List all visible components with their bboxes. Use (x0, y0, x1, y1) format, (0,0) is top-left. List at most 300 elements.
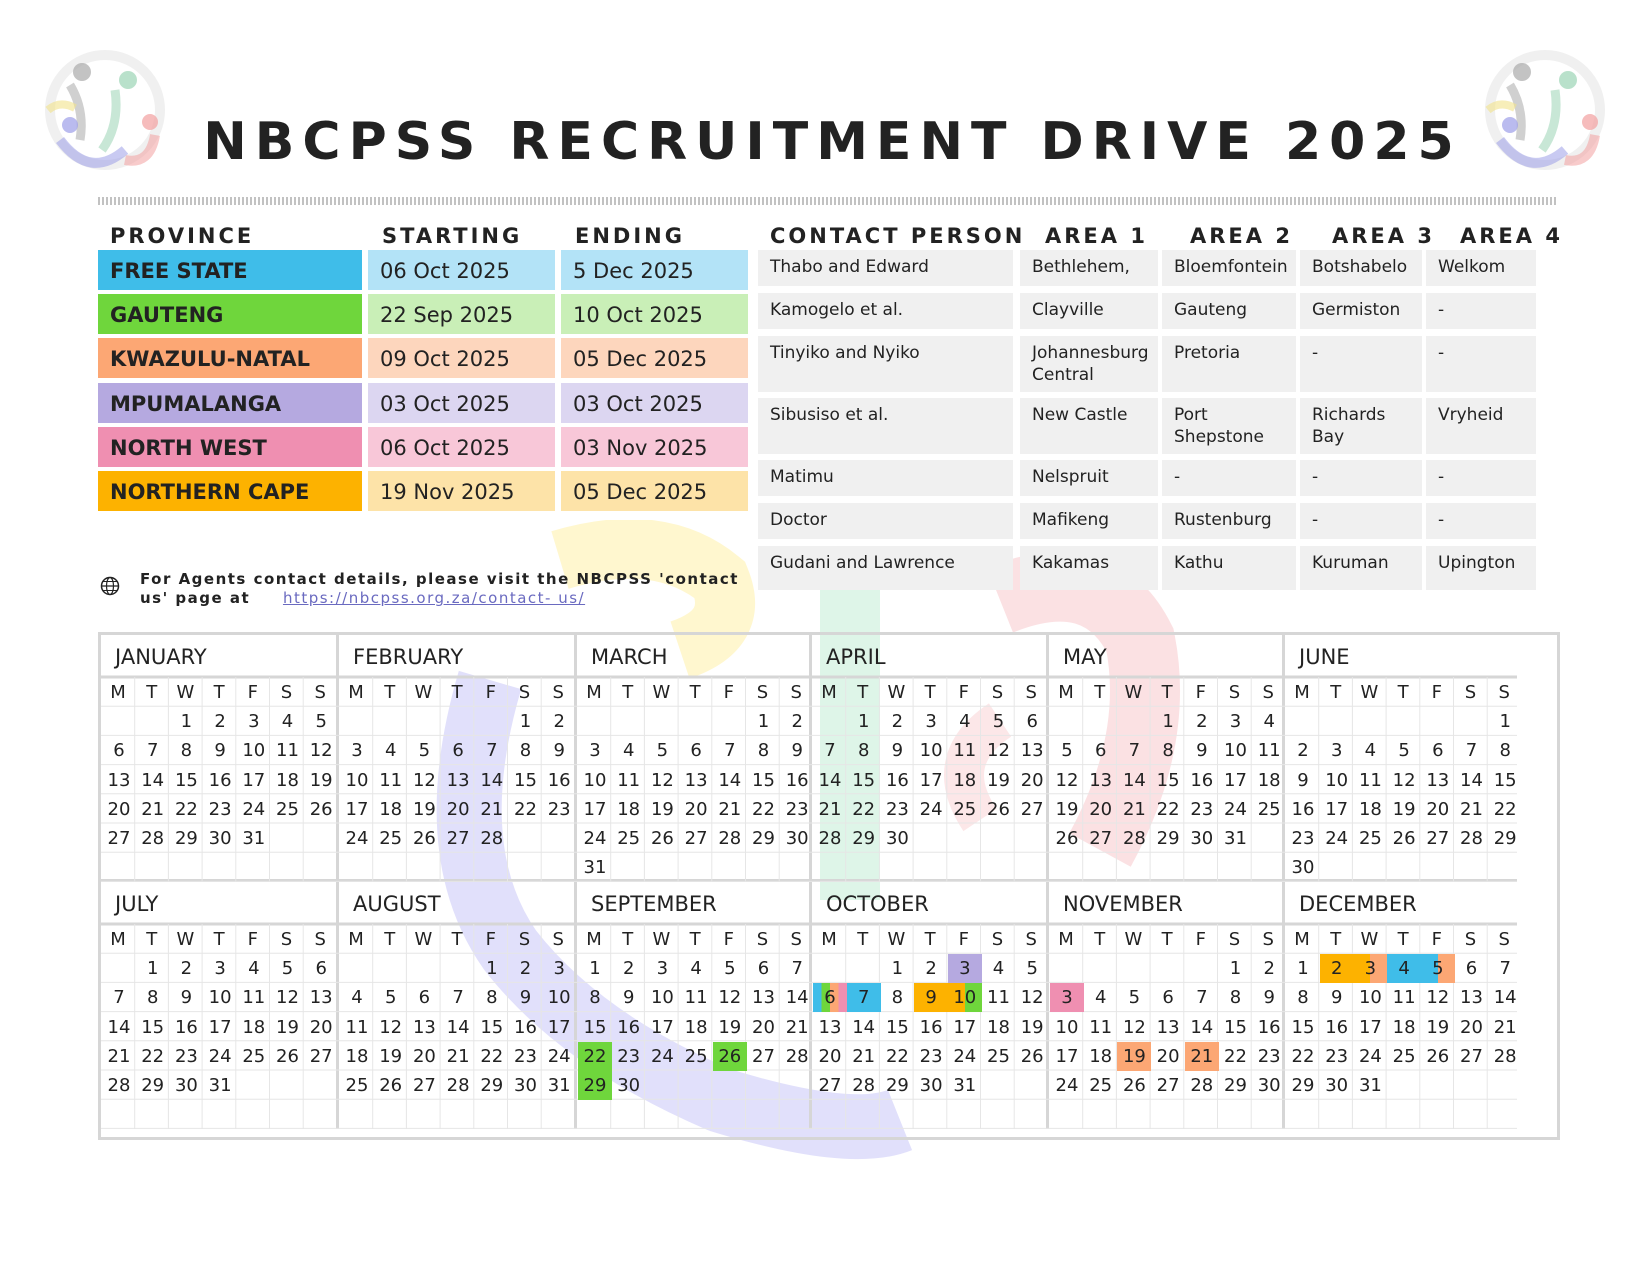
calendar-day: 20 (1426, 798, 1450, 820)
calendar-day: 11 (684, 987, 708, 1009)
province-start-date: 06 Oct 2025 (368, 427, 555, 467)
calendar-day: 17 (650, 1016, 674, 1038)
highlighted-day: 4 (1387, 954, 1421, 983)
calendar-day: 2 (1297, 740, 1309, 762)
calendar-day: 1 (1499, 711, 1511, 733)
weekday-label: S (1464, 929, 1477, 950)
highlighted-day: 22 (578, 1042, 612, 1071)
calendar-day: 7 (1196, 987, 1208, 1009)
calendar-day: 1 (519, 711, 532, 733)
calendar-day: 6 (690, 740, 702, 762)
calendar-day: 13 (1426, 769, 1450, 791)
calendar-day: 24 (583, 828, 607, 849)
calendar-day: 3 (248, 711, 260, 733)
calendar-day: 13 (1156, 1016, 1180, 1038)
calendar-day: 28 (1460, 828, 1483, 849)
weekday-label: S (280, 682, 293, 703)
calendar-day: 21 (818, 798, 842, 820)
month-name: OCTOBER (826, 892, 929, 916)
calendar-day: 14 (818, 769, 842, 791)
calendar-day: 11 (1257, 740, 1281, 762)
calendar-day: 24 (242, 798, 266, 820)
calendar-day: 17 (919, 769, 943, 791)
calendar-day: 22 (1156, 798, 1180, 820)
province-name: MPUMALANGA (98, 383, 362, 423)
calendar-day: 30 (617, 1075, 641, 1096)
calendar-day: 28 (141, 828, 165, 849)
weekday-label: F (723, 929, 734, 950)
province-name: GAUTENG (98, 294, 362, 334)
month-january (101, 635, 339, 882)
calendar-day: 24 (1325, 828, 1349, 849)
calendar-day: 13 (818, 1016, 842, 1038)
province-end-date: 05 Dec 2025 (561, 471, 748, 511)
province-row (98, 250, 748, 290)
calendar-day: 10 (242, 740, 266, 762)
weekday-label: W (176, 682, 195, 703)
month-november (1049, 882, 1285, 1129)
calendar-day: 20 (446, 798, 470, 820)
weekday-label: F (1431, 682, 1442, 703)
calendar-day: 12 (309, 740, 333, 762)
weekday-label: F (958, 929, 969, 950)
weekday-label: S (314, 682, 326, 703)
calendar-day: 25 (684, 1045, 708, 1067)
calendar-day: 29 (752, 828, 775, 849)
calendar-day: 3 (351, 740, 363, 762)
calendar-day: 16 (208, 769, 232, 791)
calendar-day: 12 (1392, 769, 1416, 791)
weekday-label: M (1294, 929, 1310, 950)
weekday-label: T (451, 929, 463, 950)
header-starting: STARTING (382, 224, 523, 248)
contact-area-1: Bethlehem, (1020, 250, 1158, 286)
calendar-day: 27 (1089, 828, 1113, 849)
calendar-day: 15 (1291, 1016, 1315, 1038)
weekday-label: W (887, 682, 906, 703)
calendar-day: 23 (208, 798, 232, 820)
weekday-label: S (1498, 929, 1510, 950)
calendar-day: 5 (315, 711, 327, 733)
calendar-day: 4 (1094, 987, 1107, 1009)
month-name: NOVEMBER (1063, 892, 1183, 916)
province-name: KWAZULU-NATAL (98, 338, 362, 378)
province-end-date: 5 Dec 2025 (561, 250, 748, 290)
calendar-day: 16 (514, 1016, 537, 1038)
calendar-day: 23 (617, 1045, 641, 1067)
globe-icon (100, 576, 120, 596)
weekday-label: S (1262, 682, 1274, 703)
province-row (98, 427, 748, 467)
weekday-label: W (176, 929, 195, 950)
calendar-day: 14 (1460, 769, 1483, 791)
calendar-day: 26 (987, 798, 1010, 820)
calendar-day: 9 (1263, 987, 1275, 1009)
weekday-label: F (247, 682, 258, 703)
calendar-day: 10 (547, 987, 571, 1009)
month-october (812, 882, 1049, 1129)
weekday-label: W (652, 929, 671, 950)
contact-area-1: Nelspruit (1020, 460, 1158, 496)
calendar-day: 28 (852, 1075, 876, 1096)
calendar-day: 28 (107, 1075, 131, 1096)
calendar-day: 7 (791, 958, 803, 980)
calendar-day: 30 (1325, 1075, 1349, 1096)
contact-area-1: Mafikeng (1020, 503, 1158, 539)
calendar-day: 30 (785, 828, 809, 849)
calendar-day: 6 (1026, 711, 1038, 733)
contact-area-3: - (1300, 460, 1422, 496)
calendar-day: 15 (752, 769, 775, 791)
weekday-label: T (1094, 929, 1106, 950)
calendar-day: 5 (281, 958, 294, 980)
calendar-day: 17 (1325, 798, 1349, 820)
calendar-day: 11 (379, 769, 403, 791)
contact-area-3: Richards Bay (1300, 398, 1422, 454)
calendar-day: 23 (1291, 828, 1315, 849)
month-july (101, 882, 339, 1129)
calendar-day: 8 (180, 740, 193, 762)
calendar-day: 18 (276, 769, 299, 791)
province-row (98, 383, 748, 423)
calendar-day: 15 (885, 1016, 909, 1038)
weekday-label: M (586, 929, 602, 950)
province-name: NORTHERN CAPE (98, 471, 362, 511)
calendar-day: 13 (752, 987, 775, 1009)
calendar-day: 30 (1190, 828, 1214, 849)
calendar-day: 17 (208, 1016, 232, 1038)
contact-area-3: Botshabelo (1300, 250, 1422, 286)
calendar-day: 28 (785, 1045, 809, 1067)
calendar-day: 29 (1224, 1075, 1247, 1096)
title-divider (98, 197, 1558, 205)
weekday-label: M (348, 929, 364, 950)
calendar-day: 14 (446, 1016, 470, 1038)
calendar-day: 20 (412, 1045, 436, 1067)
contact-area-4: Vryheid (1426, 398, 1536, 454)
weekday-label: T (1161, 682, 1173, 703)
calendar-day: 27 (1460, 1045, 1483, 1067)
calendar-day: 24 (919, 798, 943, 820)
contact-area-1: Johannesburg Central (1020, 336, 1158, 392)
calendar-day: 9 (214, 740, 226, 762)
weekday-label: W (414, 929, 433, 950)
calendar-day: 27 (1156, 1075, 1180, 1096)
calendar-day: 17 (953, 1016, 977, 1038)
calendar-day: 29 (1156, 828, 1180, 849)
contact-person: Gudani and Lawrence (758, 546, 1013, 590)
weekday-label: S (1025, 929, 1037, 950)
calendar-day: 26 (1055, 828, 1079, 849)
calendar-day: 7 (1128, 740, 1141, 762)
calendar-day: 8 (891, 987, 904, 1009)
calendar-day: 30 (208, 828, 232, 849)
calendar-day: 11 (276, 740, 299, 762)
calendar-day: 1 (180, 711, 193, 733)
calendar-day: 23 (547, 798, 571, 820)
calendar-day: 15 (852, 769, 876, 791)
calendar-day: 29 (1291, 1075, 1315, 1096)
calendar-day: 6 (418, 987, 431, 1009)
highlighted-day: 5 (1421, 954, 1455, 983)
calendar-day: 23 (1325, 1045, 1349, 1067)
calendar-day: 12 (379, 1016, 403, 1038)
province-end-date: 10 Oct 2025 (561, 294, 748, 334)
calendar-day: 5 (656, 740, 669, 762)
calendar-day: 17 (1055, 1045, 1079, 1067)
month-april (812, 635, 1049, 882)
weekday-label: W (414, 682, 433, 703)
calendar-day: 22 (1291, 1045, 1315, 1067)
calendar-day: 28 (446, 1075, 470, 1096)
header-area-1: AREA 1 (1045, 224, 1148, 248)
weekday-label: F (485, 929, 496, 950)
weekday-label: M (1058, 929, 1074, 950)
weekday-label: S (314, 929, 326, 950)
calendar-day: 6 (1432, 740, 1444, 762)
weekday-label: T (146, 929, 158, 950)
calendar-day: 18 (684, 1016, 708, 1038)
calendar-day: 24 (650, 1045, 674, 1067)
calendar-day: 16 (1190, 769, 1214, 791)
calendar-day: 8 (857, 740, 870, 762)
contact-area-4: - (1426, 293, 1536, 329)
calendar-day: 21 (107, 1045, 131, 1067)
calendar-day: 27 (1426, 828, 1450, 849)
contact-area-2: - (1162, 460, 1296, 496)
calendar-day: 28 (718, 828, 742, 849)
highlighted-day: 2 (1320, 954, 1354, 983)
calendar-day: 7 (146, 740, 159, 762)
calendar-day: 18 (987, 1016, 1010, 1038)
weekday-label: T (213, 682, 225, 703)
calendar-day: 9 (519, 987, 532, 1009)
calendar-day: 21 (480, 798, 504, 820)
highlighted-day: 10 (948, 983, 982, 1012)
province-row (98, 294, 748, 334)
weekday-label: S (790, 682, 802, 703)
calendar-day: 6 (1162, 987, 1174, 1009)
province-end-date: 03 Oct 2025 (561, 383, 748, 423)
calendar-day: 31 (953, 1075, 977, 1096)
weekday-label: M (110, 682, 126, 703)
calendar-day: 20 (309, 1016, 333, 1038)
calendar-day: 17 (1224, 769, 1247, 791)
contact-area-2: Bloemfontein (1162, 250, 1296, 286)
weekday-label: S (790, 929, 802, 950)
calendar-day: 26 (1392, 828, 1416, 849)
calendar-day: 2 (1263, 958, 1275, 980)
contact-person: Tinyiko and Nyiko (758, 336, 1013, 392)
calendar-day: 2 (214, 711, 226, 733)
calendar-day: 18 (953, 769, 977, 791)
calendar-day: 12 (1020, 987, 1044, 1009)
contact-person: Matimu (758, 460, 1013, 496)
calendar-day: 27 (107, 828, 131, 849)
calendar-day: 6 (757, 958, 770, 980)
highlighted-day: 29 (578, 1071, 612, 1100)
calendar-day: 15 (583, 1016, 607, 1038)
calendar-day: 14 (480, 769, 504, 791)
calendar-day: 26 (1020, 1045, 1044, 1067)
weekday-label: T (146, 682, 158, 703)
weekday-label: M (110, 929, 126, 950)
calendar-day: 7 (824, 740, 836, 762)
contact-area-3: - (1300, 336, 1422, 392)
weekday-label: T (857, 929, 869, 950)
highlighted-day: 7 (847, 983, 881, 1012)
header-area-4: AREA 4 (1460, 224, 1563, 248)
calendar-day: 30 (514, 1075, 537, 1096)
calendar-day: 8 (146, 987, 159, 1009)
weekday-label: T (451, 682, 463, 703)
calendar-day: 14 (107, 1016, 131, 1038)
calendar-day: 17 (1358, 1016, 1382, 1038)
calendar-day: 24 (953, 1045, 977, 1067)
year-calendar (98, 632, 1560, 1140)
calendar-day: 24 (208, 1045, 232, 1067)
calendar-day: 20 (1089, 798, 1113, 820)
calendar-day: 26 (1122, 1075, 1146, 1096)
contact-person: Doctor (758, 503, 1013, 539)
calendar-day: 1 (891, 958, 904, 980)
calendar-day: 31 (242, 828, 266, 849)
contact-area-3: - (1300, 503, 1422, 539)
calendar-day: 10 (1325, 769, 1349, 791)
contact-page-link[interactable]: https://nbcpss.org.za/contact- us/ (282, 589, 586, 607)
highlighted-day: 21 (1185, 1042, 1219, 1071)
calendar-day: 7 (113, 987, 125, 1009)
calendar-day: 16 (547, 769, 571, 791)
calendar-day: 2 (622, 958, 635, 980)
calendar-day: 31 (208, 1075, 232, 1096)
highlighted-day: 3 (1050, 983, 1084, 1012)
contact-person: Kamogelo et al. (758, 293, 1013, 329)
calendar-day: 5 (384, 987, 397, 1009)
weekday-label: S (756, 682, 769, 703)
calendar-day: 14 (141, 769, 165, 791)
calendar-day: 9 (1297, 769, 1309, 791)
calendar-day: 15 (1224, 1016, 1247, 1038)
calendar-day: 14 (785, 987, 809, 1009)
month-august (339, 882, 577, 1129)
weekday-label: F (1195, 682, 1206, 703)
calendar-day: 31 (1224, 828, 1247, 849)
calendar-day: 19 (1020, 1016, 1044, 1038)
calendar-day: 12 (1122, 1016, 1146, 1038)
calendar-day: 14 (1190, 1016, 1214, 1038)
weekday-label: M (1294, 682, 1310, 703)
weekday-label: T (857, 682, 869, 703)
calendar-day: 14 (718, 769, 742, 791)
calendar-day: 23 (785, 798, 809, 820)
calendar-day: 18 (242, 1016, 266, 1038)
calendar-day: 26 (379, 1075, 403, 1096)
calendar-day: 17 (547, 1016, 571, 1038)
weekday-label: W (887, 929, 906, 950)
calendar-day: 3 (925, 711, 937, 733)
calendar-day: 24 (1055, 1075, 1079, 1096)
calendar-day: 19 (1426, 1016, 1450, 1038)
weekday-label: T (384, 929, 396, 950)
calendar-day: 13 (446, 769, 470, 791)
calendar-day: 25 (617, 828, 641, 849)
calendar-day: 4 (384, 740, 397, 762)
calendar-day: 19 (987, 769, 1010, 791)
month-name: JANUARY (115, 645, 207, 669)
contact-area-2: Rustenburg (1162, 503, 1296, 539)
province-start-date: 03 Oct 2025 (368, 383, 555, 423)
calendar-day: 25 (1089, 1075, 1113, 1096)
calendar-day: 4 (351, 987, 363, 1009)
calendar-day: 5 (1026, 958, 1038, 980)
calendar-day: 9 (791, 740, 803, 762)
calendar-day: 5 (1398, 740, 1410, 762)
calendar-day: 25 (1392, 1045, 1416, 1067)
calendar-day: 6 (1465, 958, 1478, 980)
calendar-day: 30 (885, 828, 909, 849)
calendar-day: 17 (242, 769, 266, 791)
calendar-day: 11 (1089, 1016, 1113, 1038)
calendar-day: 21 (785, 1016, 809, 1038)
calendar-day: 14 (852, 1016, 876, 1038)
contact-area-3: Germiston (1300, 293, 1422, 329)
province-start-date: 19 Nov 2025 (368, 471, 555, 511)
calendar-day: 21 (1493, 1016, 1517, 1038)
calendar-day: 24 (345, 828, 369, 849)
calendar-day: 21 (1122, 798, 1146, 820)
calendar-day: 23 (514, 1045, 537, 1067)
calendar-day: 16 (1291, 798, 1315, 820)
calendar-day: 23 (885, 798, 909, 820)
calendar-day: 28 (818, 828, 842, 849)
calendar-day: 18 (379, 798, 403, 820)
calendar-day: 23 (1257, 1045, 1281, 1067)
calendar-day: 8 (1499, 740, 1511, 762)
calendar-day: 29 (141, 1075, 165, 1096)
weekday-label: S (1498, 682, 1510, 703)
calendar-day: 30 (919, 1075, 943, 1096)
calendar-day: 3 (214, 958, 226, 980)
weekday-label: T (1397, 682, 1409, 703)
calendar-day: 3 (1229, 711, 1242, 733)
calendar-day: 3 (656, 958, 669, 980)
calendar-day: 15 (141, 1016, 165, 1038)
calendar-day: 1 (486, 958, 498, 980)
calendar-day: 29 (852, 828, 876, 849)
calendar-day: 11 (617, 769, 641, 791)
calendar-day: 10 (919, 740, 943, 762)
calendar-day: 4 (1263, 711, 1275, 733)
calendar-day: 22 (885, 1045, 909, 1067)
month-september (577, 882, 812, 1129)
calendar-day: 2 (1196, 711, 1208, 733)
page-title: NBCPSS RECRUITMENT DRIVE 2025 (203, 112, 1462, 172)
calendar-day: 21 (718, 798, 742, 820)
month-june (1285, 635, 1517, 882)
weekday-label: T (924, 682, 936, 703)
calendar-day: 19 (650, 798, 674, 820)
weekday-label: M (1058, 682, 1074, 703)
calendar-day: 23 (174, 1045, 198, 1067)
month-name: DECEMBER (1299, 892, 1417, 916)
contact-area-2: Gauteng (1162, 293, 1296, 329)
contact-area-3: Kuruman (1300, 546, 1422, 590)
month-march (577, 635, 812, 882)
calendar-day: 12 (1055, 769, 1079, 791)
calendar-day: 29 (885, 1075, 909, 1096)
calendar-day: 22 (174, 798, 198, 820)
